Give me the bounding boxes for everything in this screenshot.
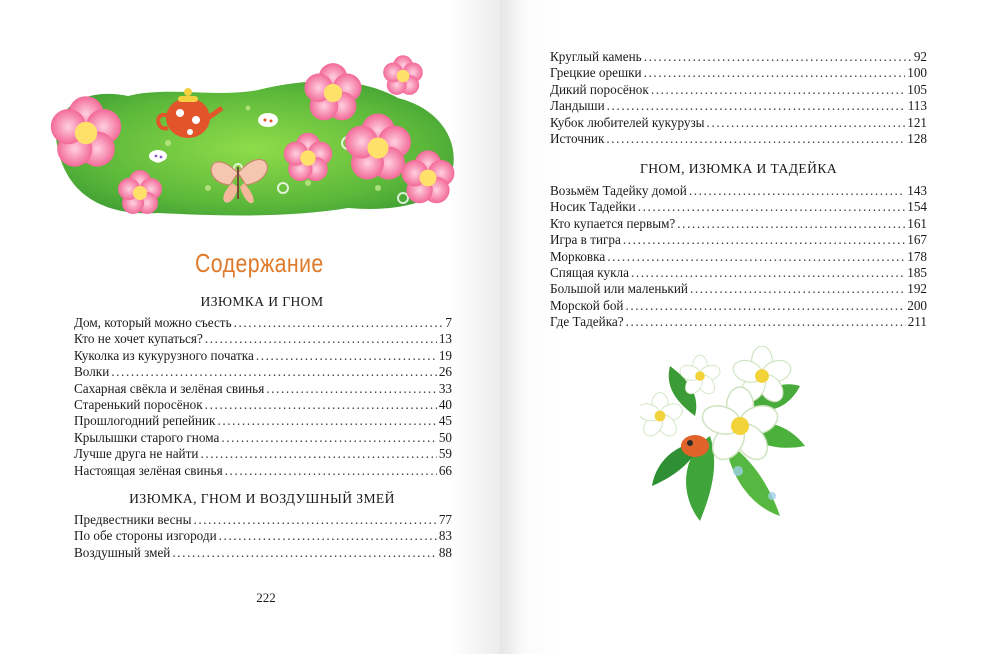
toc-entry[interactable] bbox=[74, 413, 452, 429]
entry-title: Возьмём Тадейку домой bbox=[550, 183, 687, 198]
toc-entry[interactable] bbox=[74, 463, 452, 479]
entry-page: 161 bbox=[907, 215, 927, 231]
leader-dots bbox=[219, 528, 437, 544]
toc-entry[interactable] bbox=[550, 183, 927, 199]
entry-title: Ландыши bbox=[550, 98, 605, 114]
entry-title: Сахарная свёкла и зелёная свинья bbox=[74, 380, 265, 396]
entry-page: 192 bbox=[907, 281, 927, 297]
entry-title: Носик Тадейки bbox=[550, 199, 636, 215]
leader-dots bbox=[606, 131, 905, 147]
leader-dots bbox=[225, 463, 437, 479]
toc-entry[interactable] bbox=[74, 397, 452, 413]
entry-page: 66 bbox=[438, 462, 452, 478]
leader-dots bbox=[205, 331, 437, 347]
toc-entry[interactable] bbox=[550, 65, 927, 81]
entry-title: Кто не хочет купаться? bbox=[74, 331, 203, 347]
meadow-flowers-illustration bbox=[48, 48, 460, 222]
toc-list-izumka-zmey bbox=[74, 512, 452, 561]
entry-page: 143 bbox=[907, 183, 927, 198]
toc-entry[interactable] bbox=[550, 314, 927, 330]
toc-entry[interactable] bbox=[550, 131, 927, 147]
left-page bbox=[0, 0, 500, 654]
toc-entry[interactable] bbox=[550, 249, 927, 265]
entry-title: Предвестники весны bbox=[74, 512, 192, 527]
toc-list-izumka-gnom bbox=[74, 315, 452, 479]
toc-entry[interactable] bbox=[74, 545, 452, 561]
entry-page: 19 bbox=[438, 347, 452, 363]
toc-entry[interactable] bbox=[74, 430, 452, 446]
entry-title: Воздушный змей bbox=[74, 544, 171, 560]
entry-page: 100 bbox=[907, 65, 927, 81]
toc-entry[interactable] bbox=[74, 348, 452, 364]
toc-entry[interactable] bbox=[550, 82, 927, 98]
entry-title: Дикий поросёнок bbox=[550, 81, 649, 97]
page-number: 222 bbox=[256, 590, 276, 605]
entry-page: 200 bbox=[907, 297, 927, 313]
section-heading-gnom-tadeyka: ГНОМ, ИЗЮМКА И ТАДЕЙКА bbox=[639, 161, 838, 176]
leader-dots bbox=[638, 199, 905, 215]
leader-dots bbox=[623, 232, 905, 248]
leader-dots bbox=[689, 183, 905, 199]
leader-dots bbox=[205, 397, 437, 413]
leader-dots bbox=[193, 512, 436, 528]
toc-entry[interactable] bbox=[74, 331, 452, 347]
entry-title: Дом, который можно съесть bbox=[74, 315, 232, 330]
toc-entry[interactable] bbox=[74, 381, 452, 397]
entry-page: 50 bbox=[438, 429, 452, 445]
toc-entry[interactable] bbox=[74, 446, 452, 462]
toc-entry[interactable] bbox=[74, 512, 452, 528]
leader-dots bbox=[707, 115, 906, 131]
toc-entry[interactable] bbox=[550, 98, 927, 114]
leader-dots bbox=[607, 98, 906, 114]
entry-page: 105 bbox=[907, 81, 927, 97]
entry-title: Волки bbox=[74, 364, 110, 380]
entry-page: 77 bbox=[438, 512, 452, 527]
entry-title: Источник bbox=[550, 130, 605, 146]
leader-dots bbox=[266, 381, 437, 397]
leader-dots bbox=[690, 281, 905, 297]
entry-title: Круглый камень bbox=[550, 49, 642, 64]
entry-page: 13 bbox=[438, 331, 452, 347]
leader-dots bbox=[644, 65, 906, 81]
leader-dots bbox=[607, 249, 905, 265]
leader-dots bbox=[200, 446, 436, 462]
toc-entry[interactable] bbox=[550, 49, 927, 65]
entry-title: Морской бой bbox=[550, 297, 624, 313]
entry-page: 45 bbox=[438, 413, 452, 429]
entry-page: 154 bbox=[907, 199, 927, 215]
entry-page: 128 bbox=[907, 130, 927, 146]
section-heading-izumka-zmey: ИЗЮМКА, ГНОМ И ВОЗДУШНЫЙ ЗМЕЙ bbox=[129, 491, 395, 506]
toc-entry[interactable] bbox=[550, 298, 927, 314]
toc-entry[interactable] bbox=[550, 281, 927, 297]
leader-dots bbox=[221, 430, 436, 446]
contents-title: Содержание bbox=[195, 248, 324, 278]
entry-title: Где Тадейка? bbox=[550, 314, 624, 330]
toc-entry[interactable] bbox=[550, 115, 927, 131]
entry-page: 88 bbox=[438, 544, 452, 560]
leader-dots bbox=[644, 49, 912, 65]
entry-title: Большой или маленький bbox=[550, 281, 688, 297]
jasmine-bouquet-illustration bbox=[640, 346, 810, 524]
entry-page: 83 bbox=[438, 528, 452, 544]
entry-title: Кубок любителей кукурузы bbox=[550, 114, 705, 130]
leader-dots bbox=[217, 413, 436, 429]
toc-entry[interactable] bbox=[74, 315, 452, 331]
entry-page: 167 bbox=[907, 232, 927, 248]
leader-dots bbox=[234, 315, 444, 331]
entry-title: Кто купается первым? bbox=[550, 215, 676, 231]
entry-title: Лучше друга не найти bbox=[74, 446, 199, 462]
entry-title: Настоящая зелёная свинья bbox=[74, 462, 223, 478]
entry-title: Грецкие орешки bbox=[550, 65, 642, 81]
leader-dots bbox=[651, 82, 905, 98]
toc-list-izumka-zmey-continued bbox=[550, 49, 927, 147]
section-heading-izumka-gnom: ИЗЮМКА И ГНОМ bbox=[200, 294, 324, 309]
entry-title: Куколка из кукурузного початка bbox=[74, 347, 254, 363]
entry-page: 185 bbox=[907, 264, 927, 280]
toc-entry[interactable] bbox=[550, 232, 927, 248]
toc-list-gnom-tadeyka bbox=[550, 183, 927, 331]
entry-page: 92 bbox=[913, 49, 927, 64]
toc-entry[interactable] bbox=[550, 265, 927, 281]
entry-title: Морковка bbox=[550, 248, 606, 264]
entry-title: Крылышки старого гнома bbox=[74, 429, 220, 445]
entry-page: 40 bbox=[438, 396, 452, 412]
entry-title: Старенький поросёнок bbox=[74, 396, 203, 412]
entry-page: 59 bbox=[438, 446, 452, 462]
entry-page: 33 bbox=[438, 380, 452, 396]
leader-dots bbox=[677, 216, 905, 232]
leader-dots bbox=[625, 298, 905, 314]
entry-title: Игра в тигра bbox=[550, 232, 621, 248]
leader-dots bbox=[256, 348, 437, 364]
entry-page: 113 bbox=[907, 98, 927, 114]
toc-entry[interactable] bbox=[74, 528, 452, 544]
entry-page: 211 bbox=[907, 314, 927, 330]
entry-title: Прошлогодний репейник bbox=[74, 413, 216, 429]
entry-page: 178 bbox=[907, 248, 927, 264]
entry-title: По обе стороны изгороди bbox=[74, 528, 217, 544]
leader-dots bbox=[631, 265, 905, 281]
entry-title: Спящая кукла bbox=[550, 264, 629, 280]
entry-page: 26 bbox=[438, 364, 452, 380]
toc-entry[interactable] bbox=[74, 364, 452, 380]
entry-page: 121 bbox=[907, 114, 927, 130]
leader-dots bbox=[111, 364, 437, 380]
leader-dots bbox=[626, 314, 906, 330]
toc-entry[interactable] bbox=[550, 216, 927, 232]
leader-dots bbox=[172, 545, 436, 561]
entry-page: 7 bbox=[445, 315, 452, 330]
toc-entry[interactable] bbox=[550, 199, 927, 215]
